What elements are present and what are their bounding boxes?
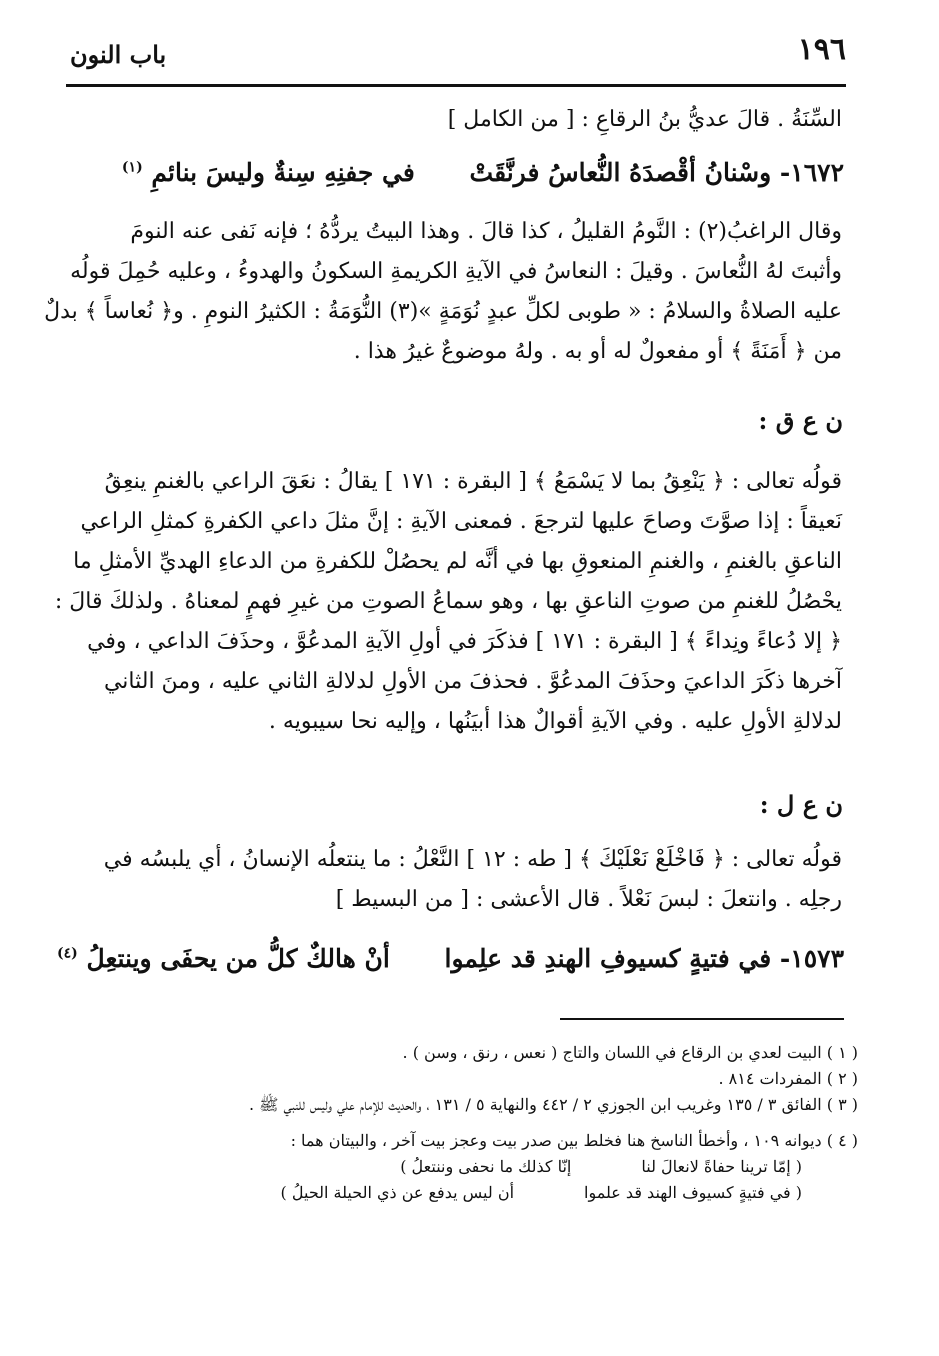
text-line: السِّنَةُ . قالَ عديُّ بنُ الرقاعِ : [ من الكامل ] — [447, 107, 842, 132]
footnote-2: ( ٢ ) المفردات ٨١٤ . — [718, 1069, 858, 1088]
page-header — [66, 28, 846, 88]
verse-1573 — [57, 944, 844, 973]
text-line: لدلالةِ الأولِ عليه . وفي الآيةِ أقوالٌ هذا أبيَنُها ، وإليه نحا سيبويه . — [268, 709, 842, 734]
verse-second-hemistich: أنْ هالكٌ كلُّ من يحفَى وينتعِلُ — [86, 944, 390, 973]
intro-line — [80, 100, 842, 140]
footnote-1: ( ١ ) البيت لعدي بن الرقاع في اللسان والتاج ( نعس ، رنق ، وسن ) . — [402, 1043, 858, 1062]
text-line: رجلِه . وانتعلَ : لبسَ نَعْلاً . قال الأعشى : [ من البسيط ] — [335, 887, 842, 912]
paragraph-naaq — [54, 462, 842, 742]
verse-second-hemistich: في جفنِهِ سِنةٌ وليسَ بنائمِ — [151, 158, 415, 187]
verse-hemistich: أن ليس يدفع عن ذي الحيلة الحيلُ ) — [280, 1183, 515, 1202]
header-rule — [66, 84, 846, 87]
footnote-4: ( ٤ ) ديوانه ١٠٩ ، وأخطأ الناسخ هنا فخلط بين صدر بيت وعجز بيت آخر ، والبيتان هما : — [290, 1131, 858, 1150]
verse-1672 — [80, 158, 844, 187]
footnote-mark: (٤) — [57, 945, 78, 962]
text-line: يحْصُلُ للغنمِ من صوتِ الناعقِ بها ، وهو سماعُ الصوتِ من غيرِ فهمٍ لمعناهُ . ولذلكَ قالَ : — [54, 589, 842, 614]
text-line: وقال الراغبُ(٢) : النَّومُ القليلُ ، كذا قالَ . وهذا البيتُ يردُّهُ ؛ فإنه نَفى عنه النومَ — [130, 219, 842, 244]
footnote-3: ( ٣ ) الفائق ٣ / ١٣٥ وغريب ابن الجوزي ٢ / ٤٤٢ والنهاية ٥ / ١٣١ ، والحديث للإمام علي وليس للنبي ﷺ . — [248, 1095, 858, 1114]
text-line: عليه الصلاةُ والسلامُ : « طوبى لكلِّ عبدٍ نُوَمَةٍ »(٣) النُّوَمَةُ : الكثيرُ النومِ . و﴿ نُعاساً ﴾ بدلٌ — [44, 299, 842, 324]
root-heading-nʿq: ن ع ق : — [758, 406, 843, 435]
footnotes — [90, 1040, 858, 1206]
chapter-title: باب النون — [70, 40, 167, 69]
footnote-rule — [560, 1018, 844, 1020]
text-line: وأثبتَ لهُ النُّعاسَ . وقيلَ : النعاسُ في الآيةِ الكريمةِ السكونُ والهدوءُ ، وعليه حُمِلَ قولُه — [70, 259, 842, 284]
verse-number: ١٥٧٣- — [779, 944, 844, 973]
verse-hemistich: ( في فتيةٍ كسيوف الهند قد علموا — [584, 1183, 802, 1202]
text-line: نَعيقاً : إذا صوَّتَ وصاحَ عليها لترجعَ . فمعنى الآيةِ : إنَّ مثلَ داعي الكفرةِ كمثلِ الراعي — [80, 509, 842, 534]
text-line: آخرها ذكَرَ الداعيَ وحذَفَ المدعُوَّ . فحذفَ من الأولِ لدلالةِ الثاني عليه ، ومنَ الثاني — [103, 669, 842, 694]
footnote-mark: (١) — [121, 159, 143, 176]
page-number: ١٩٦ — [797, 32, 846, 67]
paragraph-naal — [80, 840, 842, 920]
text-line: من ﴿ أَمَنَةً ﴾ أو مفعولٌ له أو به . ولهُ موضوعٌ غيرُ هذا . — [353, 339, 842, 364]
text-line: الناعقِ بالغنمِ ، والغنمِ المنعوقِ بها في أنَّه لم يحصُلْ للكفرةِ من الدعاءِ الهديِّ الأمثلِ ما — [73, 549, 842, 574]
verse-first-hemistich: في فتيةٍ كسيوفِ الهندِ قد علِموا — [444, 944, 772, 973]
footnote-4-verse-1 — [90, 1154, 858, 1180]
root-heading-nʿl: ن ع ل : — [759, 790, 843, 819]
verse-number: ١٦٧٢- — [779, 158, 844, 187]
paragraph-raghib — [44, 212, 842, 372]
verse-hemistich: ( إمّا ترينا حفاةً لانعالَ لنا — [641, 1157, 802, 1176]
verse-first-hemistich: وسْنانُ أقْصدَهُ النُّعاسُ فرنَّقَتْ — [469, 158, 772, 187]
footnote-4-verse-2 — [90, 1180, 858, 1206]
text-line: قولُه تعالى : ﴿ فَاخْلَعْ نَعْلَيْكَ ﴾ [ طه : ١٢ ] النَّعْلُ : ما ينتعلُه الإنسانُ ، أي يلبسُه في — [103, 847, 842, 872]
verse-hemistich: إنّا كذلك ما نحفى وننتعلُ ) — [400, 1157, 572, 1176]
text-line: قولُه تعالى : ﴿ يَنْعِقُ بما لا يَسْمَعُ ﴾ [ البقرة : ١٧١ ] يقالُ : نعَقَ الراعي بالغنمِ ينعِقُ — [104, 469, 842, 494]
text-line: ﴿ إلا دُعاءً ونِداءً ﴾ [ البقرة : ١٧١ ] فذكَرَ في أولِ الآيةِ المدعُوَّ ، وحذَفَ الداعي ، وفي — [87, 629, 842, 654]
